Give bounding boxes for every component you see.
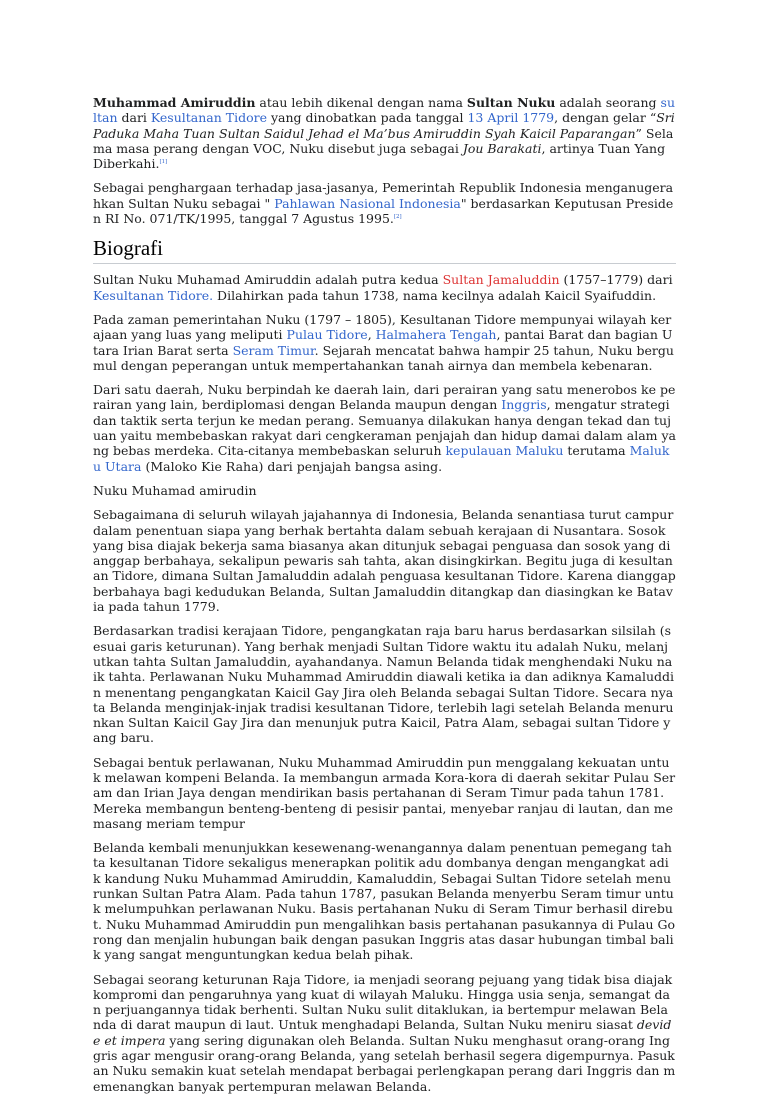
link-halmahera-tengah[interactable]: Halmahera Tengah xyxy=(375,327,497,343)
link-kesultanan-tidore[interactable]: Kesultanan Tidore xyxy=(150,110,268,126)
link-sultan[interactable]: sultan xyxy=(93,95,675,126)
bio-paragraph-3: Dari satu daerah, Nuku berpindah ke daerah lain, dari perairan yang satu menerobos ke perairan yang lain, berdiplomasi dengan Belanda maupun dengan Inggris, mengatur strategi dan taktik serta terjun ke medan perang. Semuanya dilakukan hanya dengan tekad dan tujuan yaitu membebaskan rakyat dari cengkeraman penjajah dan hidup damai dalam alam yang bebas merdeka. Cita-citanya membebaskan seluruh kepulauan Maluku terutama Maluku Utara (Maloko Kie Raha) dari penjajah bangsa asing. xyxy=(93,382,676,474)
bio-paragraph-8: Belanda kembali menunjukkan kesewenang-wenangannya dalam penentuan pemegang tahta kesultanan Tidore sekaligus menerapkan politik adu dombanya dengan mengangkat adik kandung Nuku Muhammad Amiruddin, Kamaluddin, Sebagai Sultan Tidore setelah menurunkan Sultan Patra Alam. Pada tahun 1787, pasukan Belanda menyerbu Seram timur untuk melumpuhkan perlawanan Nuku. Basis pertahanan Nuku di Seram Timur berhasil direbut. Nuku Muhammad Amiruddin pun mengalihkan basis pertahanan pasukannya di Pulau Gorong dan menjalin hubungan baik dengan pasukan Inggris atas dasar hubungan timbal balik yang sangat menguntungkan kedua belah pihak. xyxy=(93,840,675,963)
intro-paragraph-1: Muhammad Amiruddin atau lebih dikenal dengan nama Sultan Nuku adalah seorang sultan dari Kesultanan Tidore yang dinobatkan pada tanggal 13 April 1779, dengan gelar “Sri Paduka Maha Tuan Sultan Saidul Jehad el Ma’bus Amiruddin Syah Kaicil Paparangan” Selama masa perang dengan VOC, Nuku disebut juga sebagai Jou Barakati, artinya Tuan Yang Diberkahi.[1] xyxy=(93,95,675,172)
link-seram-timur[interactable]: Seram Timur xyxy=(232,342,315,358)
subject-alias: Sultan Nuku xyxy=(466,95,556,110)
jou-barakati: Jou Barakati xyxy=(462,140,542,156)
link-kepulauan-maluku[interactable]: kepulauan Maluku xyxy=(445,443,564,459)
link-date[interactable]: 13 April 1779 xyxy=(467,110,555,126)
link-sultan-jamaluddin[interactable]: Sultan Jamaluddin xyxy=(442,272,560,288)
bio-paragraph-7: Sebagai bentuk perlawanan, Nuku Muhammad Amiruddin pun menggalang kekuatan untuk melawan kompeni Belanda. Ia membangun armada Kora-kora di daerah sekitar Pulau Seram dan Irian Jaya dengan mendirikan basis pertahanan di Seram Timur pada tahun 1781. Mereka membangun benteng-benteng di pesisir pantai, menyebar ranjau di lautan, dan memasang meriam tempur xyxy=(93,754,676,831)
link-pulau-tidore[interactable]: Pulau Tidore xyxy=(286,327,368,343)
subject-name: Muhammad Amiruddin xyxy=(93,95,256,110)
bio-paragraph-5: Sebagaimana di seluruh wilayah jajahannya di Indonesia, Belanda senantiasa turut campur dalam penentuan siapa yang berhak bertahta dalam sebuah kerajaan di Nusantara. Sosok yang bisa diajak bekerja sama biasanya akan ditunjuk sebagai penguasa dan sosok yang dianggap berbahaya, sekalipun pewaris sah tahta, akan disingkirkan. Begitu juga di kesultanan Tidore, dimana Sultan Jamaluddin adalah penguasa kesultanan Tidore. Karena dianggap berbahaya bagi kedudukan Belanda, Sultan Jamaluddin ditangkap dan diasingkan ke Batavia pada tahun 1779. xyxy=(93,507,676,615)
section-heading-biografi: Biografi xyxy=(93,235,676,264)
devide-et-impera: devide et impera xyxy=(93,1017,672,1048)
link-pahlawan-nasional[interactable]: Pahlawan Nasional Indonesia xyxy=(274,195,461,211)
bio-paragraph-2: Pada zaman pemerintahan Nuku (1797 – 1805), Kesultanan Tidore mempunyai wilayah kerajaan yang luas yang meliputi Pulau Tidore, Halmahera Tengah, pantai Barat dan bagian Utara Irian Barat serta Seram Timur. Sejarah mencatat bahwa hampir 25 tahun, Nuku bergumul dengan peperangan untuk mempertahankan tanah airnya dan membela kebenaran. xyxy=(93,311,674,373)
bio-paragraph-9: Sebagai seorang keturunan Raja Tidore, ia menjadi seorang pejuang yang tidak bisa diajak kompromi dan pengaruhnya yang kuat di wilayah Maluku. Hingga usia senja, semangat dan perjuangannya tidak berhenti. Sultan Nuku sulit ditaklukan, ia bertempur melawan Belanda di darat maupun di laut. Untuk menghadapi Belanda, Sultan Nuku meniru siasat devide et impera yang sering digunakan oleh Belanda. Sultan Nuku menghasut orang-orang Inggris agar mengusir orang-orang Belanda, yang setelah berhasil segera digempurnya. Pasukan Nuku semakin kuat setelah mendapat berbagai perlengkapan perang dari Inggris dan memenangkan banyak pertempuran melawan Belanda. xyxy=(93,971,676,1094)
intro-paragraph-2: Sebagai penghargaan terhadap jasa-jasanya, Pemerintah Republik Indonesia menganugerahkan Sultan Nuku sebagai " Pahlawan Nasional Indonesia" berdasarkan Keputusan Presiden RI No. 071/TK/1995, tanggal 7 Agustus 1995.[2] xyxy=(93,180,674,227)
reference-1[interactable]: [1] xyxy=(159,159,168,166)
bio-paragraph-1: Sultan Nuku Muhamad Amiruddin adalah putra kedua Sultan Jamaluddin (1757–1779) dari Kesultanan Tidore. Dilahirkan pada tahun 1738, nama kecilnya adalah Kaicil Syaifuddin. xyxy=(93,272,673,303)
link-inggris[interactable]: Inggris xyxy=(501,397,547,413)
bio-paragraph-4: Nuku Muhamad amirudin xyxy=(93,482,257,498)
bio-paragraph-6: Berdasarkan tradisi kerajaan Tidore, pengangkatan raja baru harus berdasarkan silsilah (sesuai garis keturunan). Yang berhak menjadi Sultan Tidore waktu itu adalah Nuku, melanjutkan tahta Sultan Jamaluddin, ayahandanya. Namun Belanda tidak menghendaki Nuku naik tahta. Perlawanan Nuku Muhammad Amiruddin diawali ketika ia dan adiknya Kamaluddin menentang pengangkatan Kaicil Gay Jira oleh Belanda sebagai Sultan Tidore. Secara nyata Belanda menginjak-injak tradisi kesultanan Tidore, terlebih lagi setelah Belanda menurunkan Sultan Kaicil Gay Jira dan menunjuk putra Kaicil, Patra Alam, sebagai sultan Tidore yang baru. xyxy=(93,623,675,746)
title-gelar: Sri Paduka Maha Tuan Sultan Saidul Jehad el Ma’bus Amiruddin Syah Kaicil Paparangan xyxy=(93,110,675,141)
link-maluku-utara[interactable]: Maluku Utara xyxy=(93,443,670,474)
article-body xyxy=(93,95,676,1103)
link-kesultanan-tidore-2[interactable]: Kesultanan Tidore. xyxy=(93,287,214,303)
reference-2[interactable]: [2] xyxy=(393,213,402,220)
